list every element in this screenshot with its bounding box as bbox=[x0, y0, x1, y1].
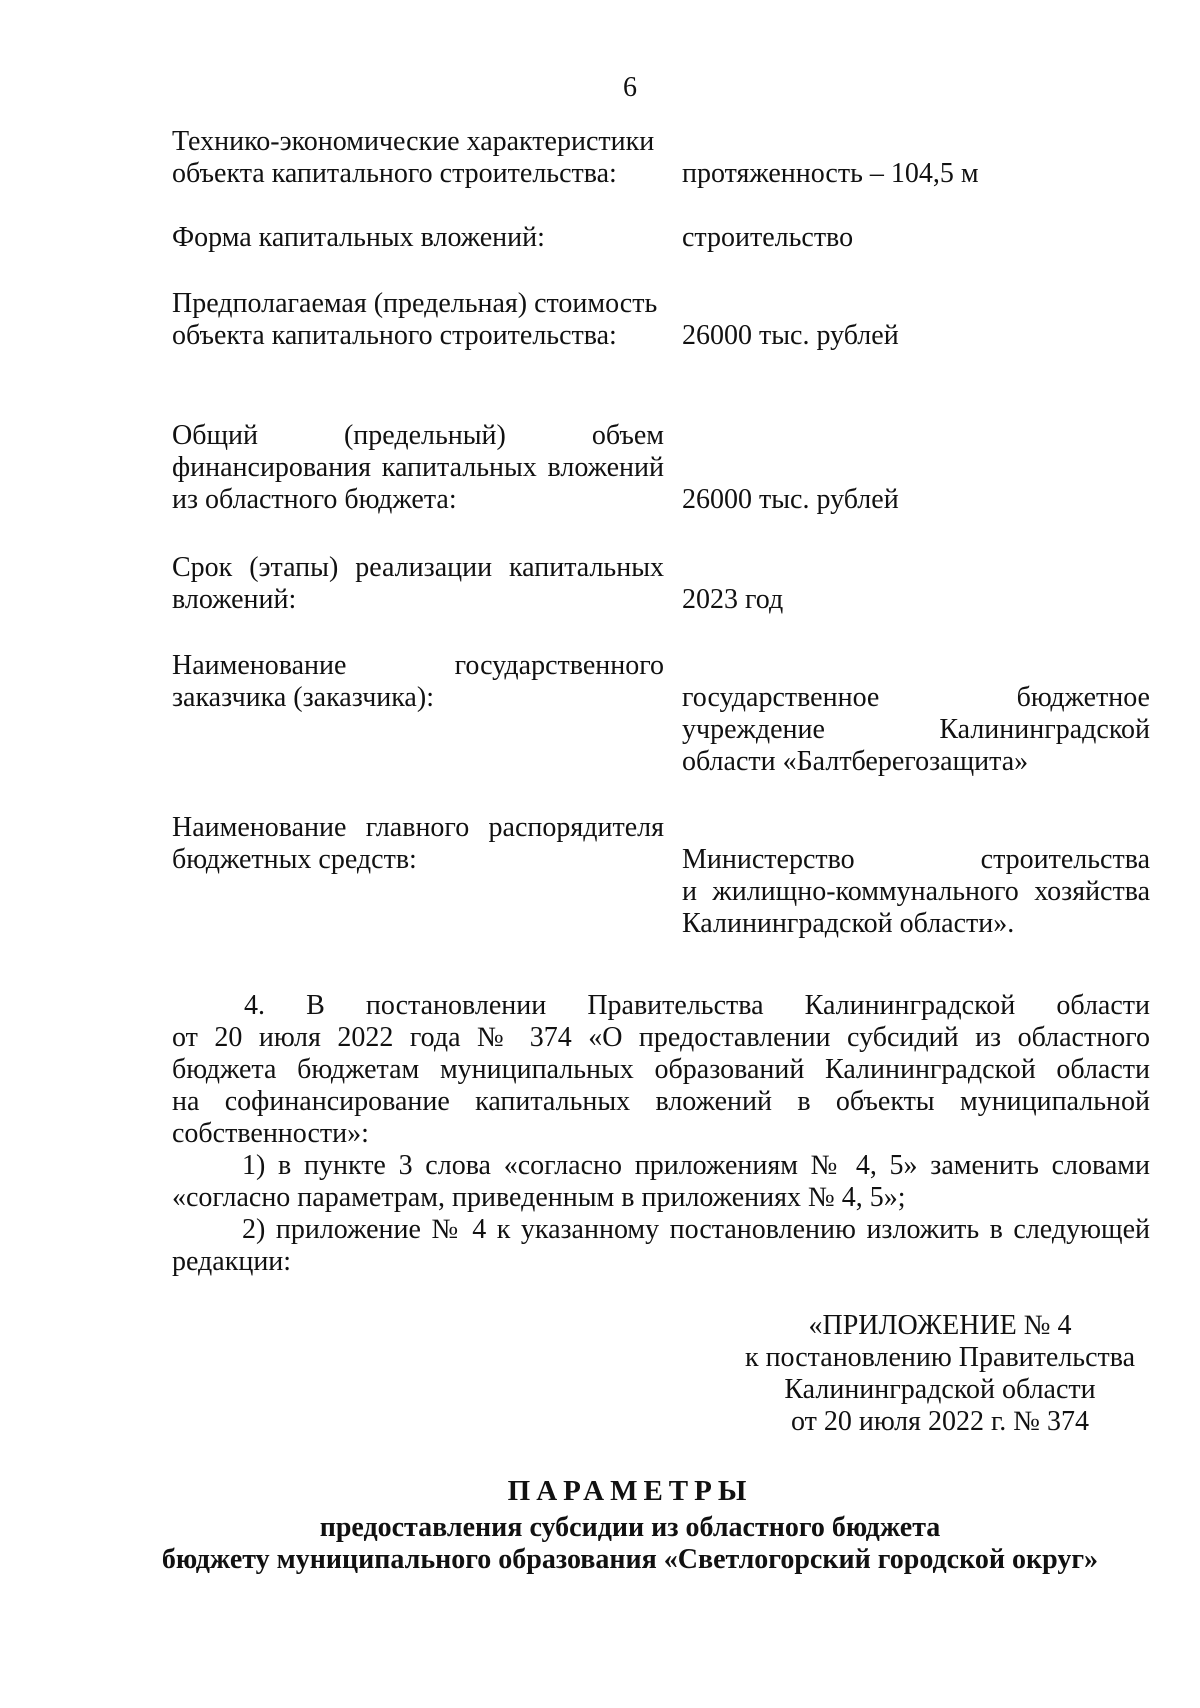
item-line: 2) приложение № 4 к указанному постановлению изложить в следующей bbox=[242, 1214, 1150, 1245]
label-line: из областного бюджета: bbox=[172, 484, 457, 515]
paragraph-4 bbox=[172, 990, 1150, 1150]
value-line: Министерство строительства bbox=[682, 844, 1150, 875]
paragraph-line: на софинансирование капитальных вложений в объекты муниципальной bbox=[172, 1086, 1150, 1117]
value-line: 26000 тыс. рублей bbox=[682, 320, 899, 351]
item-line: 1) в пункте 3 слова «согласно приложениям № 4, 5» заменить словами bbox=[242, 1150, 1150, 1181]
label-line: Технико-экономические характеристики bbox=[172, 126, 655, 157]
label-line: финансирования капитальных вложений bbox=[172, 452, 664, 483]
field-value bbox=[682, 484, 1150, 516]
label-line: Форма капитальных вложений: bbox=[172, 222, 545, 253]
item-line: «согласно параметрам, приведенным в приложениях № 4, 5»; bbox=[172, 1182, 906, 1213]
appendix-line: от 20 июля 2022 г. № 374 bbox=[791, 1406, 1089, 1437]
item-line: редакции: bbox=[172, 1246, 292, 1277]
field-label bbox=[172, 650, 664, 714]
field-label bbox=[172, 812, 664, 876]
value-line: протяженность – 104,5 м bbox=[682, 158, 979, 189]
paragraph-line: бюджета бюджетам муниципальных образований Калининградской области bbox=[172, 1054, 1150, 1085]
label-line: вложений: bbox=[172, 584, 297, 615]
appendix-line: «ПРИЛОЖЕНИЕ № 4 bbox=[808, 1310, 1072, 1341]
value-line: учреждение Калининградской bbox=[682, 714, 1150, 745]
params-subtitle: предоставления субсидии из областного бюджета bbox=[319, 1512, 941, 1543]
field-value bbox=[682, 320, 1150, 352]
paragraph-line: от 20 июля 2022 года № 374 «О предоставлении субсидий из областного bbox=[172, 1022, 1150, 1053]
value-line: Калининградской области». bbox=[682, 908, 1015, 939]
params-title: ПАРАМЕТРЫ bbox=[507, 1475, 753, 1507]
label-line: Наименование государственного bbox=[172, 650, 664, 681]
appendix-line: к постановлению Правительства bbox=[744, 1342, 1136, 1373]
label-line: Общий (предельный) объем bbox=[172, 420, 664, 451]
value-line: 26000 тыс. рублей bbox=[682, 484, 899, 515]
label-line: объекта капитального строительства: bbox=[172, 158, 617, 189]
label-line: бюджетных средств: bbox=[172, 844, 417, 875]
field-label bbox=[172, 552, 664, 616]
label-line: объекта капитального строительства: bbox=[172, 320, 617, 351]
value-line: 2023 год bbox=[682, 584, 784, 615]
field-value bbox=[682, 844, 1150, 940]
paragraph-line: собственности»: bbox=[172, 1118, 369, 1149]
field-label bbox=[172, 222, 664, 254]
appendix-line: Калининградской области bbox=[784, 1374, 1096, 1405]
field-label bbox=[172, 288, 664, 352]
item-1 bbox=[172, 1150, 1150, 1214]
page-number: 6 bbox=[623, 72, 637, 103]
field-value bbox=[682, 158, 1150, 190]
field-value bbox=[682, 584, 1150, 616]
value-line: государственное бюджетное bbox=[682, 682, 1150, 713]
value-line: и жилищно-коммунального хозяйства bbox=[682, 876, 1150, 907]
field-value bbox=[682, 682, 1150, 778]
params-subtitle: бюджету муниципального образования «Светлогорский городской округ» bbox=[161, 1544, 1099, 1575]
field-label bbox=[172, 126, 664, 190]
label-line: заказчика (заказчика): bbox=[172, 682, 434, 713]
paragraph-line: 4. В постановлении Правительства Калининградской области bbox=[244, 990, 1150, 1021]
label-line: Наименование главного распорядителя bbox=[172, 812, 664, 843]
label-line: Предполагаемая (предельная) стоимость bbox=[172, 288, 658, 319]
item-2 bbox=[172, 1214, 1150, 1278]
value-line: строительство bbox=[682, 222, 854, 253]
label-line: Срок (этапы) реализации капитальных bbox=[172, 552, 664, 583]
field-label bbox=[172, 420, 664, 516]
field-value bbox=[682, 222, 1150, 254]
value-line: области «Балтберегозащита» bbox=[682, 746, 1029, 777]
appendix-header bbox=[730, 1310, 1150, 1438]
